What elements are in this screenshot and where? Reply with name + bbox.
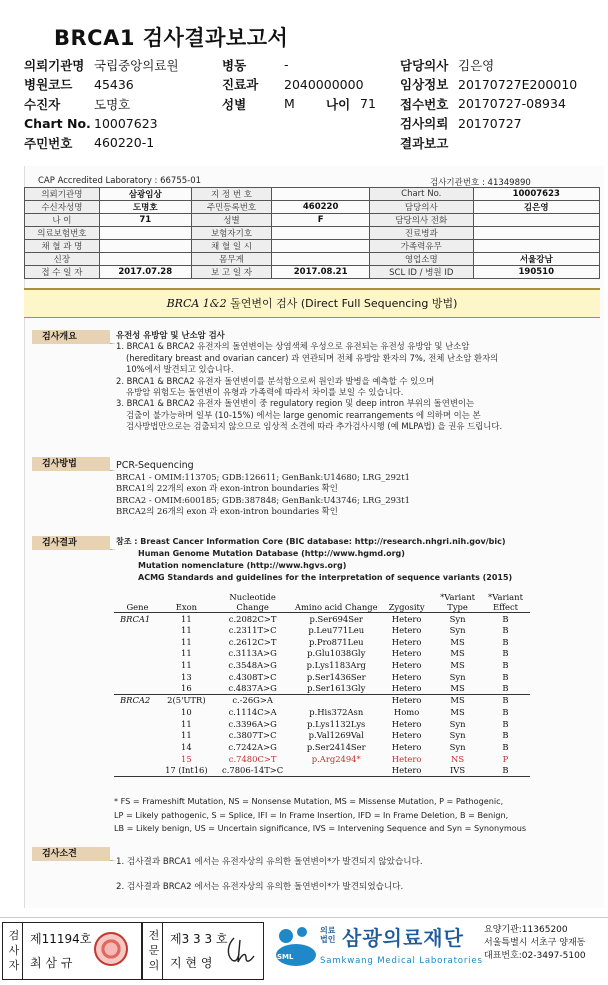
zygosity-cell: Hetero <box>391 741 422 752</box>
info-value <box>272 253 370 266</box>
info-row <box>25 188 600 201</box>
info-row <box>25 266 600 279</box>
info-value: 도명호 <box>99 201 191 214</box>
info-label: 성별 <box>191 214 272 227</box>
label-ward: 병동 <box>222 57 247 73</box>
gene-cell <box>114 671 161 683</box>
nucleotide-cell: c.2082C>T <box>228 613 277 624</box>
label-result-report: 결과보고 <box>400 135 449 151</box>
exon-cell: 13 <box>181 671 192 682</box>
sml-logo-icon <box>272 922 320 970</box>
divider <box>162 922 163 980</box>
zygosity-cell: Hetero <box>391 648 422 659</box>
info-label: 진료병과 <box>370 227 474 240</box>
exon-cell: 2(5'UTR) <box>167 695 206 706</box>
exon-cell: 11 <box>181 613 192 624</box>
amino-acid-cell: p.Lys1132Lys <box>307 718 366 729</box>
col-exon: Exon <box>161 591 212 613</box>
info-value: 190510 <box>473 266 600 279</box>
value-doctor: 김은영 <box>458 57 495 73</box>
label-doctor: 담당의사 <box>400 57 449 73</box>
checker-license-no: 제11194호 <box>30 932 92 946</box>
amino-acid-cell: p.Arg2494* <box>311 753 361 764</box>
label-chart-no: Chart No. <box>24 115 91 131</box>
exon-cell: 11 <box>181 625 192 636</box>
variant-type-cell: Syn <box>449 613 466 624</box>
info-label: 담당의사 <box>370 201 474 214</box>
variant-row <box>114 624 530 636</box>
exon-cell: 14 <box>181 741 192 752</box>
checker-name: 최 삼 규 <box>30 956 73 970</box>
gene-cell <box>114 718 161 730</box>
variant-effect-cell: B <box>502 695 509 706</box>
amino-acid-cell: p.Lys1183Arg <box>306 660 366 671</box>
zygosity-cell: Hetero <box>391 730 422 741</box>
value-hospital-code: 45436 <box>94 76 134 92</box>
info-label: 보 고 일 자 <box>191 266 272 279</box>
label-receipt-no: 접수번호 <box>400 96 449 112</box>
zygosity-cell: Hetero <box>391 695 422 706</box>
gene-cell: BRCA2 <box>120 695 151 706</box>
method-line: BRCA2의 26개의 exon 과 exon-intron boundaries 확인 <box>116 506 338 517</box>
info-value <box>473 240 600 253</box>
variant-row <box>114 729 530 741</box>
variant-row <box>114 683 530 695</box>
value-receipt-no: 20170727-08934 <box>458 96 566 112</box>
zygosity-cell: Homo <box>393 706 420 717</box>
info-value: 71 <box>99 214 191 227</box>
label-hospital-code: 병원코드 <box>24 77 73 93</box>
variant-type-cell: Syn <box>449 718 466 729</box>
variant-type-cell: MS <box>450 636 465 647</box>
variant-row <box>114 648 530 660</box>
doctor-signature <box>224 932 258 968</box>
opinion-line: 1. 검사결과 BRCA1 에서는 유전자상의 유의한 돌연변이*가 발견되지 않았습니다. <box>116 857 423 867</box>
doctor-name: 지 현 영 <box>170 956 213 970</box>
info-label: 가족력유무 <box>370 240 474 253</box>
zygosity-cell: Hetero <box>391 613 422 624</box>
col-variant-effect: *Variant Effect <box>481 591 530 613</box>
variant-type-cell: MS <box>450 695 465 706</box>
reference-text <box>116 536 512 584</box>
zygosity-cell: Hetero <box>379 764 434 776</box>
amino-acid-cell: p.Val1269Val <box>308 730 364 741</box>
value-ward: - <box>284 57 289 73</box>
col-gene: Gene <box>114 591 161 613</box>
banner-genes: BRCA 1&2 <box>166 297 227 310</box>
org-contact <box>484 924 586 963</box>
zygosity-cell: Hetero <box>391 718 422 729</box>
variant-type-cell: MS <box>434 683 481 695</box>
exon-cell: 11 <box>181 730 192 741</box>
label-resident-no: 주민번호 <box>24 135 73 151</box>
col-variant-type: *Variant Type <box>434 591 481 613</box>
method-text <box>116 459 410 518</box>
info-value <box>473 214 600 227</box>
info-label: 채 혈 일 시 <box>191 240 272 253</box>
checker-label: 검 사 자 <box>8 929 20 972</box>
method-line: PCR-Sequencing <box>116 460 194 471</box>
amino-acid-cell: p.Pro871Leu <box>308 636 364 647</box>
variant-effect-cell: B <box>502 741 509 752</box>
variant-row <box>114 659 530 671</box>
nucleotide-cell: c.4308T>C <box>228 671 277 682</box>
zygosity-cell: Hetero <box>379 683 434 695</box>
info-value: 2017.07.28 <box>99 266 191 279</box>
zygosity-cell: Hetero <box>391 636 422 647</box>
section-result-label: 검사결과 <box>32 536 110 550</box>
value-institution: 국립중앙의료원 <box>94 57 179 73</box>
section-overview-label: 검사개요 <box>32 330 110 344</box>
exon-cell: 11 <box>181 636 192 647</box>
method-line: BRCA1의 22개의 exon 과 exon-intron boundaries 확인 <box>116 483 338 494</box>
variant-type-cell: Syn <box>449 671 466 682</box>
gene-cell: BRCA1 <box>120 613 151 624</box>
divider <box>22 922 23 980</box>
variant-effect-cell: B <box>502 706 509 717</box>
info-label: 채 혈 과 명 <box>25 240 100 253</box>
info-label: 의뢰기관명 <box>25 188 100 201</box>
info-label: 신장 <box>25 253 100 266</box>
info-value: 2017.08.21 <box>272 266 370 279</box>
info-value: 460220 <box>272 201 370 214</box>
variant-type-cell: MS <box>450 706 465 717</box>
gene-cell <box>114 648 161 660</box>
info-value: 삼광임상 <box>99 188 191 201</box>
value-chart-no: 10007623 <box>94 115 158 131</box>
legend-line: LP = Likely pathogenic, S = Splice, IFI = In Frame Insertion, IFD = In Frame Deletion, B = Benign, <box>114 809 509 820</box>
label-clinical-info: 임상정보 <box>400 77 449 93</box>
reference-line: ACMG Standards and guidelines for the interpretation of sequence variants (2015) <box>138 573 513 582</box>
variant-row <box>114 636 530 648</box>
zygosity-cell: Hetero <box>391 753 422 764</box>
test-title-banner <box>24 288 600 318</box>
opinion-line: 2. 검사결과 BRCA2 에서는 유전자상의 유의한 돌연변이*가 발견되었습니다. <box>116 882 404 892</box>
amino-acid-cell: p.Glu1038Gly <box>307 648 366 659</box>
exon-cell: 16 <box>161 683 212 695</box>
info-value <box>272 227 370 240</box>
overview-line: 3. BRCA1 & BRCA2 유전자 돌연변이 중 regulatory region 및 deep intron 부위의 돌연변이는 <box>116 398 475 409</box>
overview-line: 1. BRCA1 & BRCA2 유전자의 돌연변이는 상염색체 우성으로 유전되는 유전성 유방암 및 난소암 <box>116 341 470 352</box>
amino-acid-cell: p.Ser1436Ser <box>306 671 366 682</box>
col-nucleotide: Nucleotide Change <box>212 591 294 613</box>
exon-cell: 11 <box>181 648 192 659</box>
label-sex: 성별 <box>222 96 247 112</box>
info-label: 수신자성명 <box>25 201 100 214</box>
zygosity-cell: Hetero <box>391 671 422 682</box>
amino-acid-cell <box>293 694 379 706</box>
amino-acid-cell: p.His372Asn <box>309 706 364 717</box>
gene-cell <box>114 659 161 671</box>
info-row <box>25 227 600 240</box>
reference-line: Human Genome Mutation Database (http://www.hgmd.org) <box>138 549 405 558</box>
sml-logo-text: SML <box>277 953 294 961</box>
gene-cell <box>114 764 161 776</box>
variant-type-cell: Syn <box>449 741 466 752</box>
exon-cell: 15 <box>181 753 192 764</box>
exon-cell: 11 <box>181 660 192 671</box>
nucleotide-cell: c.3807T>C <box>228 730 277 741</box>
gene-cell <box>114 729 161 741</box>
variant-type-cell: Syn <box>449 625 466 636</box>
exon-cell: 11 <box>181 718 192 729</box>
overview-line: 검출이 불가능하며 일부 (10-15%) 에서는 large genomic rearrangements 에 의하며 이는 본 <box>126 409 481 420</box>
nucleotide-cell: c.3113A>G <box>228 648 277 659</box>
nucleotide-cell: c.1114C>A <box>228 706 277 717</box>
variant-row <box>114 671 530 683</box>
variant-row <box>114 613 530 625</box>
nucleotide-cell: c.-26G>A <box>232 695 273 706</box>
info-value <box>272 240 370 253</box>
opinion-text <box>116 850 423 900</box>
reference-line: Mutation nomenclature (http://www.hgvs.org) <box>138 561 347 570</box>
info-label: 보험자기호 <box>191 227 272 240</box>
info-value <box>99 240 191 253</box>
nucleotide-cell: c.3548A>G <box>228 660 277 671</box>
amino-acid-cell: p.Ser2414Ser <box>306 741 366 752</box>
institution-code: 요양기관:11365200 <box>484 925 568 935</box>
zygosity-cell: Hetero <box>391 625 422 636</box>
variant-type-cell: IVS <box>434 764 481 776</box>
method-line: BRCA2 - OMIM:600185; GDB:387848; GenBank:U43746; LRG_293t1 <box>116 494 410 505</box>
overview-line: 2. BRCA1 & BRCA2 유전자 돌연변이를 분석함으로써 원인과 발병을 예측할 수 있으며 <box>116 375 435 386</box>
variant-effect-cell: B <box>502 613 509 624</box>
header-col-ward <box>222 55 376 114</box>
overview-text <box>116 330 502 433</box>
lab-number: 검사기관번호 : 41349890 <box>430 178 531 188</box>
variant-effect-cell: B <box>502 660 509 671</box>
info-label: Chart No. <box>370 188 474 201</box>
label-age: 나이 <box>326 96 351 112</box>
info-label: 접 수 일 자 <box>25 266 100 279</box>
org-prefix: 의료법인 <box>320 926 336 944</box>
info-label: 나 이 <box>25 214 100 227</box>
overview-line: (hereditary breast and ovarian cancer) 과 연관되며 전체 유방암 환자의 7%, 전체 난소암 환자의 <box>126 352 499 363</box>
variant-row <box>114 753 530 765</box>
section-method-label: 검사방법 <box>32 457 110 471</box>
doctor-label: 전 문 의 <box>148 929 160 972</box>
label-request-date: 검사의뢰 <box>400 116 449 132</box>
legend-line: LB = Likely benign, US = Uncertain significance, IVS = Intervening Sequence and Syn = Synonymous <box>114 823 527 833</box>
org-english-name: Samkwang Medical Laboratories <box>320 956 483 966</box>
overview-line: 검사방법만으로는 검출되지 않으므로 임상적 소견에 따라 추가검사시행 (예 MLPA법) 을 권유 드립니다. <box>126 421 503 432</box>
variant-type-cell: MS <box>450 660 465 671</box>
label-institution: 의뢰기관명 <box>24 57 85 73</box>
official-seal <box>94 932 128 966</box>
section-opinion-label: 검사소견 <box>32 847 110 861</box>
value-request-date: 20170727 <box>458 115 522 131</box>
variant-type-cell: MS <box>450 648 465 659</box>
variant-effect-cell: B <box>502 671 509 682</box>
gene-cell <box>114 683 161 695</box>
header-col-report <box>400 55 577 153</box>
variant-effect-cell: P <box>502 753 509 764</box>
nucleotide-cell: c.2612C>T <box>228 636 277 647</box>
variant-effect-cell: B <box>481 764 530 776</box>
legend-line: * FS = Frameshift Mutation, NS = Nonsense Mutation, MS = Missense Mutation, P = Pathogenic, <box>114 796 504 806</box>
value-department: 2040000000 <box>284 76 364 92</box>
banner-text: 돌연변이 검사 (Direct Full Sequencing 방법) <box>226 297 458 310</box>
info-label: 지 정 번 호 <box>191 188 272 201</box>
variant-effect-cell: B <box>502 730 509 741</box>
page-title: BRCA1 검사결과보고서 <box>54 26 289 50</box>
nucleotide-cell: c.3396A>G <box>228 718 277 729</box>
gene-cell <box>114 706 161 718</box>
nucleotide-cell: c.7242A>G <box>228 741 277 752</box>
header-col-patient <box>24 55 179 153</box>
gene-cell <box>114 636 161 648</box>
legend-text <box>114 795 526 836</box>
value-sex: M <box>284 96 295 112</box>
doctor-license-no: 제3 3 3 호 <box>170 932 228 946</box>
variant-row <box>114 718 530 730</box>
info-value: 10007623 <box>473 188 600 201</box>
reference-line: 참조 : Breast Cancer Information Core (BIC database: http://research.nhgri.nih.gov/bic) <box>116 537 506 546</box>
value-patient: 도명호 <box>94 96 131 112</box>
variant-effect-cell: B <box>502 718 509 729</box>
amino-acid-cell: p.Ser1613Gly <box>293 683 379 695</box>
overview-line: 유전성 유방암 및 난소암 검사 <box>116 330 225 340</box>
overview-line: 유방암 위험도는 돌연변이 유형과 가족력에 따라서 차이를 보일 수 있습니다. <box>126 387 404 398</box>
info-label: 영업소명 <box>370 253 474 266</box>
info-label: SCL ID / 병원 ID <box>370 266 474 279</box>
info-value: 서울강남 <box>473 253 600 266</box>
zygosity-cell: Hetero <box>391 660 422 671</box>
info-label: 담당의사 전화 <box>370 214 474 227</box>
patient-info-table <box>24 187 600 279</box>
nucleotide-cell: c.7480C>T <box>228 753 277 764</box>
org-phone: 대표번호:02-3497-5100 <box>484 951 586 961</box>
cap-accreditation: CAP Accredited Laboratory : 66755-01 <box>38 176 202 186</box>
variant-type-cell: Syn <box>449 730 466 741</box>
amino-acid-cell: p.Leu771Leu <box>308 625 365 636</box>
org-name: 삼광의료재단 <box>342 926 464 950</box>
value-age: 71 <box>360 96 376 112</box>
col-amino-acid: Amino acid Change <box>293 591 379 613</box>
col-zygosity: Zygosity <box>379 591 434 613</box>
info-value <box>272 188 370 201</box>
variant-type-cell: NS <box>451 753 465 764</box>
info-value <box>473 227 600 240</box>
nucleotide-cell: c.2311T>C <box>228 625 277 636</box>
variant-row <box>114 741 530 753</box>
info-value <box>99 227 191 240</box>
variant-effect-cell: B <box>502 636 509 647</box>
info-value: 김은영 <box>473 201 600 214</box>
method-line: BRCA1 - OMIM:113705; GDB:126611; GenBank:U14680; LRG_292t1 <box>116 472 410 482</box>
overview-line: 10%에서 발견되고 있습니다. <box>126 364 234 375</box>
info-value: F <box>272 214 370 227</box>
info-row <box>25 214 600 227</box>
gene-cell <box>114 753 161 765</box>
value-resident-no: 460220-1 <box>94 135 155 151</box>
gene-cell <box>114 624 161 636</box>
value-clinical-info: 20170727E200010 <box>458 76 578 92</box>
info-label: 주민등록번호 <box>191 201 272 214</box>
variant-row <box>114 764 530 776</box>
info-row <box>25 201 600 214</box>
amino-acid-cell: p.Ser694Ser <box>309 613 363 624</box>
variant-effect-cell: B <box>502 648 509 659</box>
label-department: 진료과 <box>222 77 259 93</box>
variant-row <box>114 706 530 718</box>
label-patient: 수진자 <box>24 96 61 112</box>
variant-effect-cell: B <box>481 683 530 695</box>
info-value <box>99 253 191 266</box>
exon-cell: 10 <box>181 706 192 717</box>
info-row <box>25 253 600 266</box>
nucleotide-cell: c.4837A>G <box>212 683 294 695</box>
variant-table <box>114 591 530 777</box>
info-row <box>25 240 600 253</box>
info-label: 의료보험번호 <box>25 227 100 240</box>
variant-effect-cell: B <box>502 625 509 636</box>
nucleotide-cell: c.7806-14T>C <box>212 764 294 776</box>
info-label: 몸무게 <box>191 253 272 266</box>
gene-cell <box>114 741 161 753</box>
amino-acid-cell <box>293 764 379 776</box>
exon-cell: 17 (Int16) <box>161 764 212 776</box>
org-address: 서울특별시 서초구 양재동 <box>484 938 586 948</box>
variant-row <box>114 694 530 706</box>
